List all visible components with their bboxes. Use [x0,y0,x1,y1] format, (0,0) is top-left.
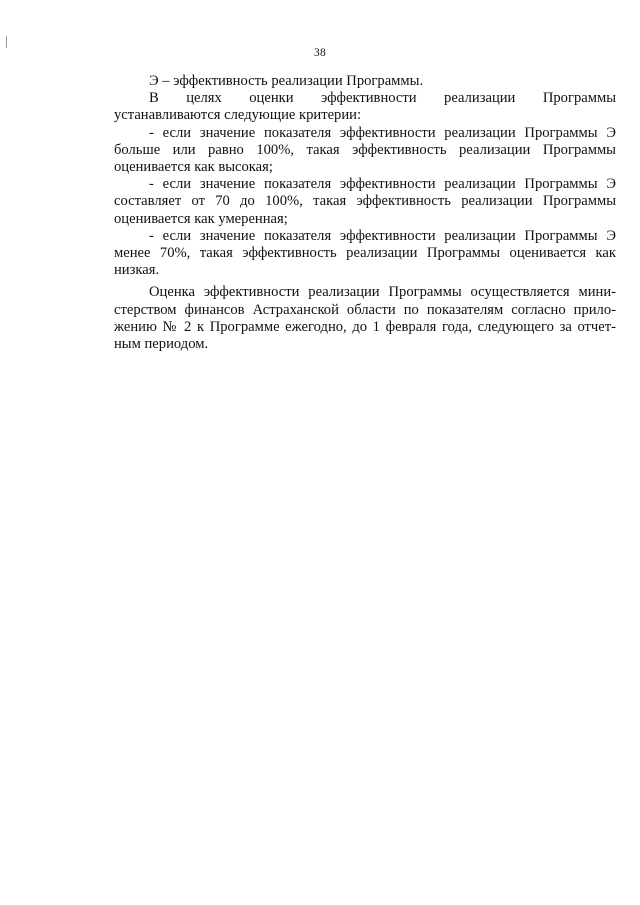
criterion-low-line-2: менее 70%, такая эффективность реализации Программы оценивается как [114,245,616,262]
criterion-high-line-2: больше или равно 100%, такая эффективность реализации Программы [114,141,616,158]
paragraph-criteria-intro-line-2: устанавливаются следующие критерии: [114,107,362,124]
paragraph-definition-line: Э – эффективность реализации Программы. [149,73,424,89]
paragraph-assessment-line-4: ным периодом. [114,336,209,353]
criterion-low-line-1: - если значение показателя эффективности реализации Программы Э [149,227,616,244]
criterion-moderate-line-1: - если значение показателя эффективности реализации Программы Э [149,176,616,193]
criterion-high-line-1: - если значение показателя эффективности реализации Программы Э [149,124,616,141]
page-number: 38 [313,47,327,59]
criterion-low-line-3: низкая. [114,262,160,279]
paragraph-assessment-line-1: Оценка эффективности реализации Программы осуществляется мини- [149,284,616,301]
paragraph-criteria-intro-line-1: В целях оценки эффективности реализации Программы [149,90,616,107]
criterion-moderate-line-3: оценивается как умеренная; [114,210,288,227]
document-body [114,73,616,353]
paragraph-assessment-line-2: стерством финансов Астраханской области по показателям согласно прило- [114,301,616,318]
criterion-moderate-line-2: составляет от 70 до 100%, такая эффективность реализации Программы [114,193,616,210]
criterion-high-line-3: оценивается как высокая; [114,159,273,176]
paragraph-assessment-line-3: жению № 2 к Программе ежегодно, до 1 февраля года, следующего за отчет- [114,318,616,335]
